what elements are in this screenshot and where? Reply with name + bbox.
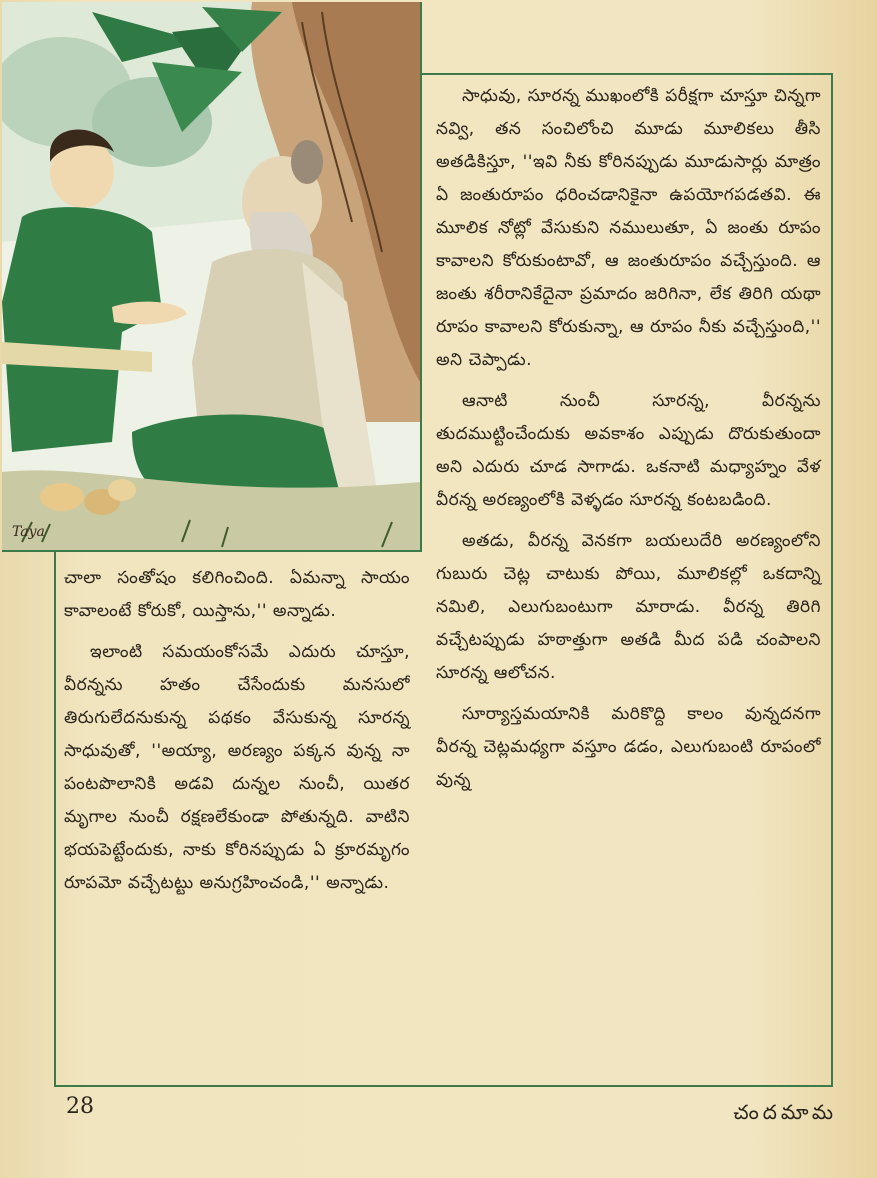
frame-line-top (420, 73, 833, 75)
story-illustration (2, 2, 422, 552)
frame-line-left (54, 550, 56, 1086)
frame-line-right (831, 73, 833, 1086)
paragraph: చాలా సంతోషం కలిగించింది. ఏమన్నా సాయం కావాలంటే కోరుకో, యిస్తాను,'' అన్నాడు. (64, 568, 410, 621)
paragraph: ఇలాంటి సమయంకోసమే ఎదురు చూస్తూ, వీరన్నను హతం చేసేందుకు మనసులో తిరుగులేదనుకున్న పథకం వేసుకున్న సూరన్న సాధువుతో, ''అయ్యా, అరణ్యం పక్కన వున్న నా పంటపొలానికి అడవి దున్నల నుంచీ, యితర మృగాల నుంచీ రక్షణలేకుండా పోతున్నది. వాటిని భయపెట్టేందుకు, నాకు కోరినప్పుడు ఏ క్రూరమృగం రూపమో వచ్చేటట్టు అనుగ్రహించండి,'' అన్నాడు. (64, 642, 410, 893)
paragraph: ఆనాటి నుంచీ సూరన్న, వీరన్నను తుదముట్టించేందుకు అవకాశం ఎప్పుడు దొరుకుతుందా అని ఎదురు చూడ సాగాడు. ఒకనాటి మధ్యాహ్నం వేళ వీరన్న అరణ్యంలోకి వెళ్ళడం సూరన్న కంటబడింది. (436, 391, 821, 510)
frame-line-bottom (54, 1085, 833, 1087)
right-text-column (436, 80, 821, 805)
paragraph: సాధువు, సూరన్న ముఖంలోకి పరీక్షగా చూస్తూ చిన్నగా నవ్వి, తన సంచిలోంచి మూడు మూలికలు తీసి అతడికిస్తూ, ''ఇవి నీకు కోరినప్పుడు మూడుసార్లు మాత్రం ఏ జంతురూపం ధరించడానికైనా ఉపయోగపడతవి. ఈ మూలిక నోట్లో వేసుకుని నములుతూ, ఏ జంతు రూపం కావాలని కోరుకుంటావో, ఆ జంతురూపం వచ్చేస్తుంది. ఆ జంతు శరీరానికేదైనా ప్రమాదం జరిగినా, లేక తిరిగి యథా రూపం కావాలని కోరుకున్నా, ఆ రూపం నీకు వచ్చేస్తుంది,'' అని చెప్పాడు. (436, 86, 821, 370)
magazine-name: చందమామ (733, 1100, 837, 1124)
paragraph: సూర్యాస్తమయానికి మరికొద్ది కాలం వున్నదనగా వీరన్న చెట్లమధ్యగా వస్తూం డడం, ఎలుగుబంటి రూపంలో వున్న (436, 704, 821, 790)
sage-and-youth-drawing (2, 2, 420, 550)
paragraph: అతడు, వీరన్న వెనకగా బయలుదేరి అరణ్యంలోని గుబురు చెట్ల చాటుకు పోయి, మూలికల్లో ఒకదాన్ని నమిలి, ఎలుగుబంటుగా మారాడు. వీరన్న తిరిగి వచ్చేటప్పుడు హఠాత్తుగా అతడి మీద పడి చంపాలని సూరన్న ఆలోచన. (436, 531, 821, 683)
artist-signature: Taya (12, 524, 45, 540)
left-text-column (64, 562, 410, 908)
page-number: 28 (66, 1094, 94, 1119)
